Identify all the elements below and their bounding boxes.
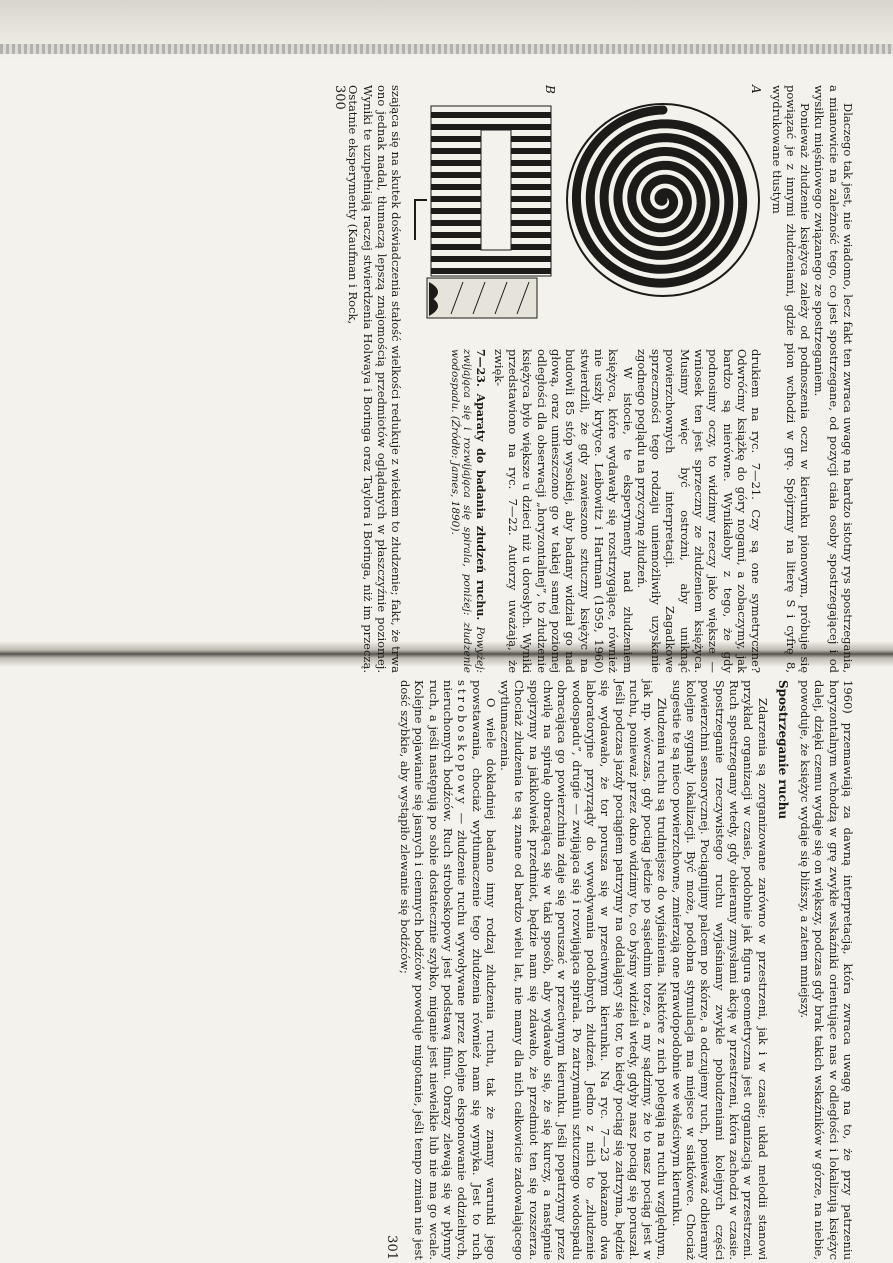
- figure-7-23: [407, 85, 763, 673]
- emphasized-term: stroboskopowy: [455, 680, 470, 807]
- right-page-text: [382, 680, 855, 1260]
- page-number: 301: [383, 1235, 399, 1260]
- paragraph: W istocie, te eksperymenty nad złudzeniem księżyca, które wydawały się rozstrzygające, również nie uszły krytyce. Leibowitz i Hartman (1959, 1960) stwierdzili, że gdy zawieszono sztuczny księżyc na budowli 85 stóp wysokiej, aby badany widział go nad głową, oraz umieszczono go w takiej samej poziomej odległości dla obserwacji „horyzontalnej”, to złudzenie księżyca było większe u dzieci niż u dorosłych. Wyniki przedstawiono na ryc. 7—22. Autorzy uważają, że zwięk-: [491, 349, 635, 673]
- right-page: [155, 680, 855, 1260]
- paragraph: Zdarzenia są zorganizowane zarówno w przestrzeni, jak i w czasie; układ melodii stanowi przykład organizacji w czasie, podobnie jak figura geometryczna jest organizacją w przestrzeni. Ruch spostrzegamy wtedy, gdy obieramy zmysłami akcję w przestrzeni, która zachodzi w czasie. Spostrzeganie rzeczywistego ruchu wyjaśniamy zwykle pobudzeniami kolejnych części powierzchni sensorycznej. Pociągnijmy palcem po skórze, a odczujemy ruch, ponieważ odbieramy kolejne sygnały lokalizacji. Być może, podobna stymulacja ma miejsce w siatkówce. Chociaż sugestie te są nieco powierzchowne, zmierzają one prawdopodobnie we właściwym kierunku.: [669, 680, 770, 1260]
- figure-side-text: [407, 349, 763, 673]
- spiral-disc: [563, 100, 763, 300]
- caption-title: 7—23. Aparaty do badania złudzeń ruchu.: [473, 349, 487, 621]
- paragraph: Dlaczego tak jest, nie wiadomo, lecz fakt ten zwraca uwagę na bardzo istotny rys spostrzegania, a mianowicie na zależność tego, co jest spostrzegane, od pozycji ciała osoby spostrzegającej i od wysiłku mięśniowego związanego ze spostrzeganiem.: [812, 85, 855, 673]
- caption-text: Powyżej: zwijająca się i rozwijająca się spirala, poniżej: złudzenie wodospadu. (Źródło: James, 1890).: [448, 349, 486, 673]
- waterfall-apparatus: [407, 100, 557, 330]
- page-number: 300: [332, 85, 348, 110]
- figure-label-a: A: [749, 85, 764, 94]
- paragraph: Ponieważ złudzenie księżyca zależy od podnoszenia oczu w kierunku pionowym, próbuje się powiązać je z innymi złudzeniami, gdzie pion wchodzi w grę. Spójrzmy na literę S i cyfrę 8, wydrukowane tłustym: [769, 85, 813, 673]
- paragraph: drukiem na ryc. 7—21. Czy są one symetryczne? Odwróćmy książkę do góry nogami, a zobaczymy, jak bardzo są nierówne. Wynikałoby z tego, że gdy podnosimy oczy, to widzimy rzeczy jako większe — wniosek ten jest sprzeczny ze złudzeniem księżyca. Musimy więc być ostrożni, aby uniknąć powierzchownych interpretacji. Zagadkowe sprzeczności tego rodzaju uniemożliwiły uzyskanie zgodnego poglądu na przyczynę złudzeń.: [634, 349, 764, 673]
- left-page-text: [330, 85, 855, 673]
- text-run: O wiele dokładniej badano inny rodzaj złudzenia ruchu, tak że znamy warunki jego powstawania, chociaż wytłumaczenie tego złudzenia również nam się wymyka. Jest to ruch: [469, 680, 498, 1260]
- figure-illustrations: [407, 85, 763, 335]
- text-run: — złudzenie ruchu wywoływane przez kolejne eksponowanie oddzielnych, nieruchomych bodźców. Ruch stroboskopowy jest podstawą filmu. Obrazy zlewają się w płynny ruch, a jeśli następują po sobie dostatecznie szybko, miganie jest niewielkie lub nie ma go wcale. Kolejne pojawianie się jasnych i ciemnych bodźców powoduje migotanie, jeśli tempo zmian nie jest dość szybkie, aby wystąpiło zlewanie się bodźców;: [398, 680, 470, 1261]
- paragraph: 1960) przemawiają za dawną interpretacją, która zwraca uwagę na to, że przy patrzeniu horyzontalnym wchodzą w grę zwykłe wskaźniki orientujące nas w odległości i lokalizują księżyc dalej, dzięki czemu wydaje się on większy, podczas gdy brak takich wskaźników w górze, na niebie, powoduje, że księżyc wydaje się bliższy, a zatem mniejszy.: [798, 680, 855, 1260]
- binding-edge: [0, 44, 893, 54]
- section-heading: Spostrzeganie ruchu: [775, 680, 790, 820]
- figure-caption: [448, 349, 486, 673]
- paragraph: Złudzenia ruchu są trudniejsze do wyjaśnienia. Niektóre z nich polegają na ruchu względnym, jak np. wówczas, gdy pociąg jedzie po sąsiednim torze, a my sądzimy, że to nasz pociąg jest w ruchu, ponieważ przez okno widzimy to, co byśmy widzieli wtedy, gdyby nasz pociąg się poruszał. Jeśli podczas jazdy pociągiem patrzymy na oddalający się tor, to kiedy pociąg się zatrzyma, będzie się wydawało, że tor porusza się w przeciwnym kierunku. Na ryc. 7—23 pokazano dwa laboratoryjne przyrządy do wywoływania podobnych złudzeń. Jedno z nich to „złudzenie wodospadu”, drugie — zwijająca się i rozwijająca spirala. Po zatrzymaniu sztucznego wodospadu obracająca go powierzchnia zdaje się poruszać w przeciwnym kierunku. Jeśli popatrzymy przez chwilę na spiralę obracającą się w taki sposób, aby wydawało się, że się kurczy, a następnie spojrzymy na jakikolwiek przedmiot, będzie nam się zdawało, że przedmiot ten się rozszerza. Chociaż złudzenia te są znane od bardzo wielu lat, nie mamy dla nich całkowicie zadowalającego wytłumaczenia.: [498, 680, 670, 1260]
- paragraph: szająca się na skutek doświadczenia stałość wielkości redukuje z wiekiem to złudzenie; fakt, że trwa ono jednak nadal, tłumaczą lepszą znajomością przedmiotów oglądanych w płaszczyźnie poziomej. Wyniki te uzupełniają raczej stwierdzenia Holwaya i Boringa oraz Taylora i Boringa, niż im przeczą. Ostatnie eksperymenty (Kaufman i Rock,: [346, 85, 404, 673]
- figure-label-b: B: [543, 85, 558, 94]
- paragraph: [398, 680, 498, 1260]
- left-page: [155, 85, 855, 673]
